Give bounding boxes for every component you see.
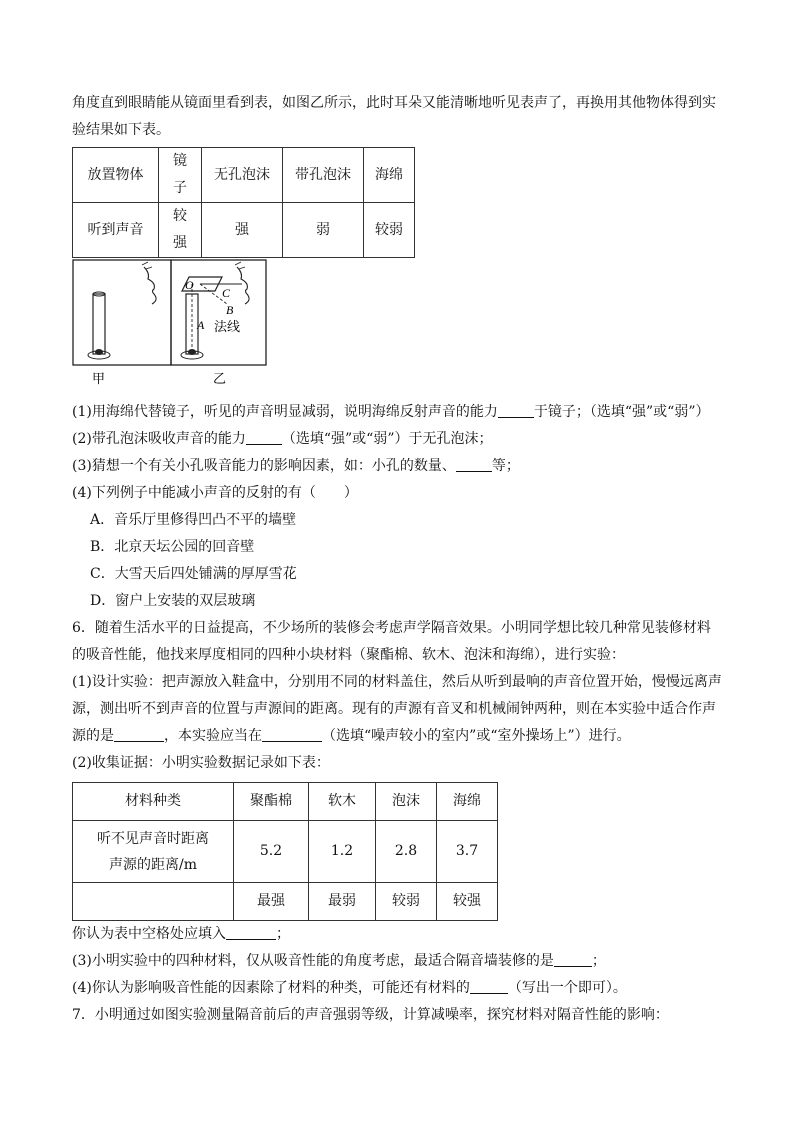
table-row xyxy=(73,148,415,203)
ear-yi-icon xyxy=(237,267,249,304)
table-header-cell: 海绵 xyxy=(364,148,415,203)
answer-blank[interactable] xyxy=(246,429,282,445)
empty-table-cell[interactable] xyxy=(73,883,234,921)
q6-after-table: 你认为表中空格处应填入 ； xyxy=(72,926,290,942)
table-header-cell: 海绵 xyxy=(437,783,498,821)
point-a-label: A xyxy=(197,318,205,332)
answer-blank[interactable] xyxy=(262,726,322,742)
answer-blank[interactable] xyxy=(456,456,492,472)
answer-blank[interactable] xyxy=(554,951,592,967)
q5-part1: (1)用海绵代替镜子，听见的声音明显减弱，说明海绵反射声音的能力 于镜子；（选填“强”或“弱”） xyxy=(72,404,710,420)
option-c: C．大雪天后四处铺满的厚厚雪花 xyxy=(90,566,297,582)
table-cell xyxy=(73,821,234,883)
table-cell: 弱 xyxy=(283,203,364,258)
watch-jia-core xyxy=(95,349,103,355)
table-row xyxy=(73,821,498,883)
answer-blank[interactable] xyxy=(470,978,508,994)
q6-intro-1: 6．随着生活水平的日益提高，不少场所的装修会考虑声学隔音效果。小明同学想比较几种常见装修材料 xyxy=(72,620,711,636)
table-header-cell: 放置物体 xyxy=(73,148,159,203)
table-cell: 最弱 xyxy=(309,883,376,921)
ear-jia-icon xyxy=(144,267,156,304)
table-header-cell: 材料种类 xyxy=(73,783,234,821)
panel-yi-frame xyxy=(171,260,266,365)
figure-label-jia: 甲 xyxy=(92,372,106,387)
absorption-data-table xyxy=(72,782,498,921)
q6-part1-line1: (1)设计实验：把声源放入鞋盒中，分别用不同的材料盖住，然后从听到最响的声音位置开始，慢慢远离声 xyxy=(72,674,722,690)
table-cell: 较弱 xyxy=(376,883,437,921)
table-cell: 1.2 xyxy=(309,821,376,883)
answer-blank[interactable] xyxy=(226,924,276,940)
option-b: B．北京天坛公园的回音壁 xyxy=(90,539,255,555)
option-a: A．音乐厅里修得凹凸不平的墙壁 xyxy=(90,512,297,528)
hair-jia-icon xyxy=(142,262,152,269)
experiment-diagram xyxy=(72,259,267,399)
point-b-label: B xyxy=(226,303,234,317)
q6-part2: (2)收集证据：小明实验数据记录如下表： xyxy=(72,755,330,771)
worksheet-page xyxy=(72,90,722,1029)
table-cell: 听到声音 xyxy=(73,203,159,258)
table-cell: 较强 xyxy=(159,203,202,258)
point-c-label: C xyxy=(222,286,231,300)
table-cell: 最强 xyxy=(234,883,309,921)
experiment-figure xyxy=(72,259,267,399)
table-header-cell: 带孔泡沫 xyxy=(283,148,364,203)
panel-jia-frame xyxy=(73,260,171,365)
answer-blank[interactable] xyxy=(114,726,164,742)
hair-yi-icon xyxy=(235,262,245,269)
table-cell: 较弱 xyxy=(364,203,415,258)
table-header-cell: 泡沫 xyxy=(376,783,437,821)
q6-part1-line2: 源，测出听不到声音的位置与声源间的距离。现有的声源有音叉和机械闹钟两种，则在本实验中适合作声 xyxy=(72,701,716,717)
table-row xyxy=(73,883,498,921)
figure-label-yi: 乙 xyxy=(213,372,227,387)
q6-part1-line3: 源的是 ，本实验应当在 （选填“噪声较小的室内”或“室外操场上”）进行。 xyxy=(72,728,631,744)
q5-part3: (3)猜想一个有关小孔吸音能力的影响因素，如：小孔的数量、 等； xyxy=(72,458,520,474)
table-cell: 2.8 xyxy=(376,821,437,883)
table-header-cell: 软木 xyxy=(309,783,376,821)
q6-part3: (3)小明实验中的四种材料，仅从吸音性能的角度考虑，最适合隔音墙装修的是 ； xyxy=(72,953,606,969)
normal-line-label: 法线 xyxy=(214,320,241,335)
intro-line-1: 角度直到眼睛能从镜面里看到表，如图乙所示，此时耳朵又能清晰地听见表声了，再换用其他物体得到实 xyxy=(72,95,716,111)
reflection-results-table xyxy=(72,147,415,258)
row-label-line: 听不见声音时距离 xyxy=(97,830,209,847)
table-row xyxy=(73,203,415,258)
table-cell: 3.7 xyxy=(437,821,498,883)
point-o-label: O xyxy=(185,278,194,292)
intro-line-2: 验结果如下表。 xyxy=(72,122,170,138)
q5-part4: (4)下列例子中能减小声音的反射的有（ ） xyxy=(72,485,358,501)
table-cell: 较强 xyxy=(437,883,498,921)
q7-text: 7．小明通过如图实验测量隔音前后的声音强弱等级，计算减噪率，探究材料对隔音性能的影响： xyxy=(72,1007,669,1023)
answer-blank[interactable] xyxy=(498,402,534,418)
option-d: D．窗户上安装的双层玻璃 xyxy=(90,593,256,609)
tube-jia xyxy=(93,294,105,354)
row-label-line: 声源的距离/m xyxy=(109,856,197,873)
table-header-cell: 无孔泡沫 xyxy=(202,148,283,203)
table-cell: 5.2 xyxy=(234,821,309,883)
q5-part2: (2)带孔泡沫吸收声音的能力 （选填“强”或“弱”）于无孔泡沫； xyxy=(72,431,493,447)
table-row xyxy=(73,783,498,821)
table-cell: 强 xyxy=(202,203,283,258)
q6-part4: (4)你认为影响吸音性能的因素除了材料的种类，可能还有材料的 （写出一个即可）。 xyxy=(72,980,627,996)
q6-intro-2: 的吸音性能，他找来厚度相同的四种小块材料（聚酯棉、软木、泡沫和海绵），进行实验： xyxy=(72,647,625,663)
table-header-cell: 聚酯棉 xyxy=(234,783,309,821)
table-header-cell: 镜子 xyxy=(159,148,202,203)
